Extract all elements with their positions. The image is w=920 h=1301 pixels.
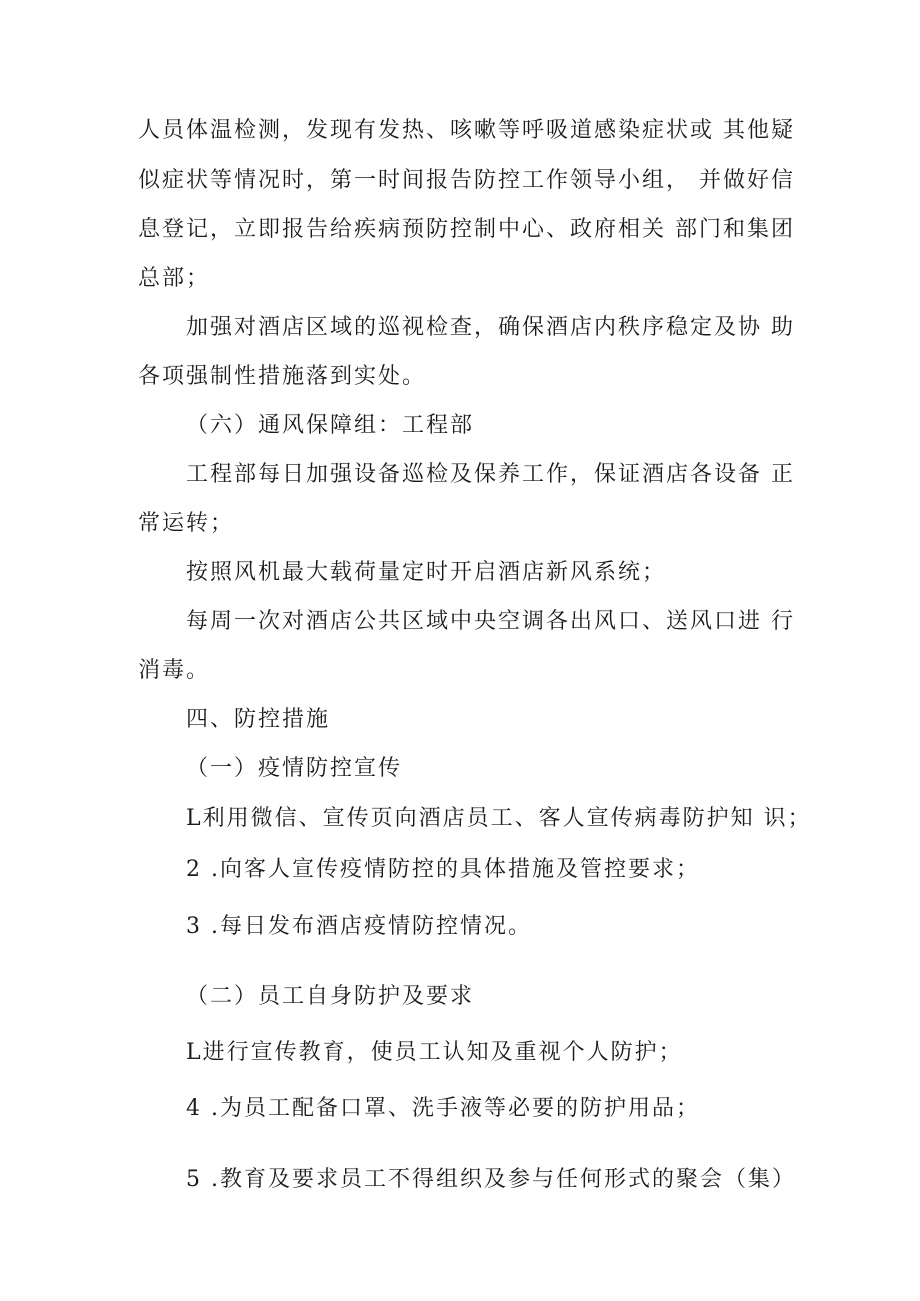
body-text-line: 每周一次对酒店公共区域中央空调各出风口、送风口进 行 xyxy=(186,609,795,634)
section-heading: （六）通风保障组：工程部 xyxy=(186,413,475,438)
body-text-line: 工程部每日加强设备巡检及保养工作，保证酒店各设备 正 xyxy=(186,462,795,487)
list-item: 4 .为员工配备口罩、洗手液等必要的防护用品； xyxy=(186,1096,700,1121)
body-text-line: 息登记，立即报告给疾病预防控制中心、政府相关 部门和集团 xyxy=(138,217,795,242)
body-text-line: 按照风机最大载荷量定时开启酒店新风系统； xyxy=(186,560,667,585)
list-item: L进行宣传教育，使员工认知及重视个人防护； xyxy=(186,1040,683,1065)
list-item: L利用微信、宣传页向酒店员工、客人宣传病毒防护知 识； xyxy=(186,806,812,831)
body-text-line: 各项强制性措施落到实处。 xyxy=(138,364,427,389)
body-text-line: 消毒。 xyxy=(138,658,211,683)
section-heading: 四、防控措施 xyxy=(186,707,331,732)
body-text-line: 加强对酒店区域的巡视检查，确保酒店内秩序稳定及协 助 xyxy=(186,315,795,340)
list-item: 2 .向客人宣传疫情防控的具体措施及管控要求； xyxy=(186,857,700,882)
section-heading: （一）疫情防控宣传 xyxy=(186,756,403,781)
body-text-line: 似症状等情况时，第一时间报告防控工作领导小组， 并做好信 xyxy=(138,168,795,193)
body-text-line: 总部； xyxy=(138,266,211,291)
list-item: 5 .教育及要求员工不得组织及参与任何形式的聚会（集） xyxy=(186,1167,796,1192)
body-text-line: 人员体温检测，发现有发热、咳嗽等呼吸道感染症状或 其他疑 xyxy=(138,118,795,143)
section-heading: （二）员工自身防护及要求 xyxy=(186,984,475,1009)
body-text-line: 常运转； xyxy=(138,511,235,536)
list-item: 3 .每日发布酒店疫情防控情况。 xyxy=(186,914,532,939)
